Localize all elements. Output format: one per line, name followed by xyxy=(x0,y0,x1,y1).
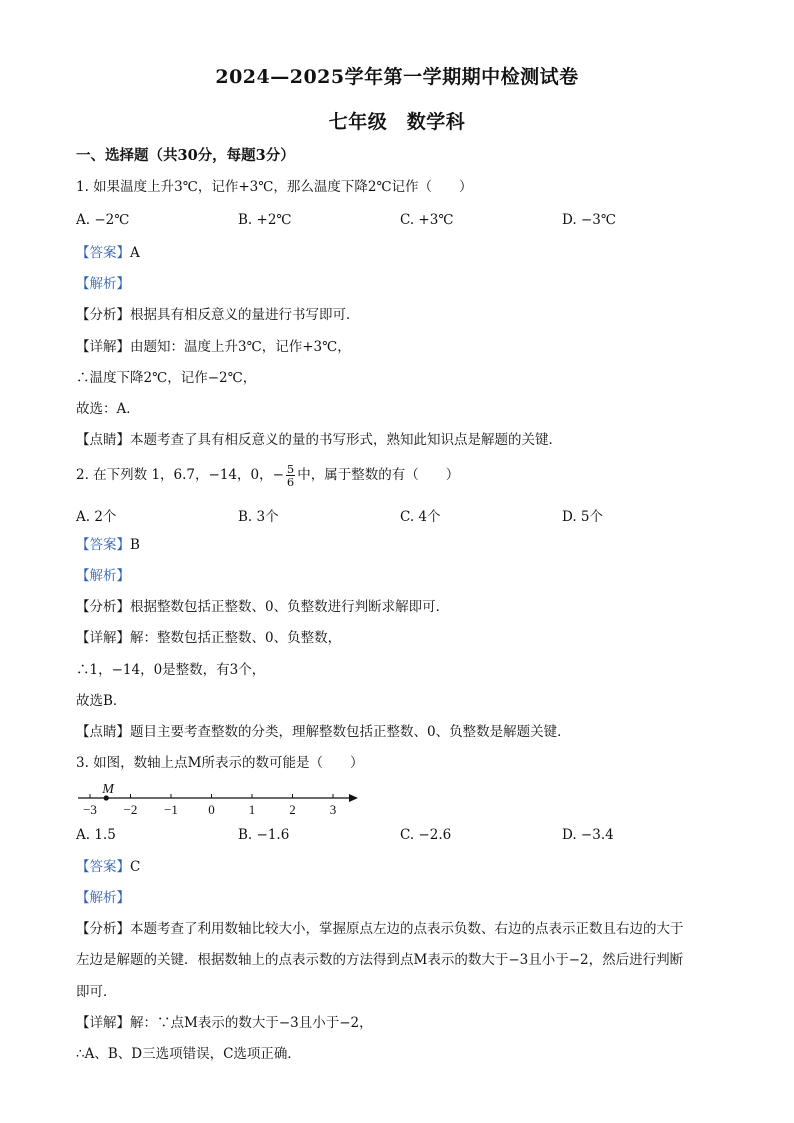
grade-subject: 七年级 数学科 xyxy=(328,111,466,133)
answer-label: 【答案】 xyxy=(76,859,130,875)
q3-option-b: B. −1.6 xyxy=(238,827,290,843)
q2-option-b: B. 3个 xyxy=(238,509,279,525)
fenxi-label: 【分析】 xyxy=(76,921,130,937)
tick-label: 3 xyxy=(329,802,337,817)
answer-label: 【答案】 xyxy=(76,245,130,261)
fraction-numerator: 5 xyxy=(286,462,295,476)
q1-fenxi xyxy=(76,306,360,324)
q2-fraction xyxy=(286,463,295,488)
xiangjie-text: 解：∵点M表示的数大于−3且小于−2， xyxy=(130,1015,373,1031)
q2-stem-before: 2. 在下列数 1，6.7，−14，0，− xyxy=(76,467,284,483)
q2-answer xyxy=(76,536,140,554)
q2-option-a: A. 2个 xyxy=(76,509,117,525)
fenxi-label: 【分析】 xyxy=(76,599,130,615)
xiangjie-text: 由题知：温度上升3℃，记作+3℃， xyxy=(130,339,351,355)
q3-option-a: A. 1.5 xyxy=(76,827,116,843)
analysis-label: 【解析】 xyxy=(76,890,130,906)
axis-arrow-icon xyxy=(349,794,358,802)
q3-fenxi-end: 即可． xyxy=(76,984,117,1000)
q1-answer xyxy=(76,244,140,262)
q1-option-d: D. −3℃ xyxy=(562,212,616,228)
number-line-figure xyxy=(76,784,366,824)
dianjing-text: 本题考查了具有相反意义的量的书写形式，熟知此知识点是解题的关键． xyxy=(130,432,562,448)
answer-value: A xyxy=(130,245,140,261)
xiangjie-label: 【详解】 xyxy=(76,339,130,355)
q2-option-c: C. 4个 xyxy=(400,509,441,525)
fenxi-text-1: 本题考查了利用数轴比较大小，掌握原点左边的点表示负数、右边的点表示正数且右边的大于 xyxy=(130,921,684,937)
q1-dianjing xyxy=(76,431,562,449)
q2-step2: ∴1，−14，0是整数，有3个， xyxy=(76,662,266,678)
q3-answer xyxy=(76,858,140,876)
q1-analysis-label xyxy=(76,275,130,293)
q2-step3: 故选B． xyxy=(76,693,127,709)
q1-stem: 1. 如果温度上升3℃，记作+3℃，那么温度下降2℃记作（ ） xyxy=(76,179,473,195)
analysis-label: 【解析】 xyxy=(76,276,130,292)
fenxi-label: 【分析】 xyxy=(76,307,130,323)
tick-label: 0 xyxy=(208,802,215,817)
section-heading: 一、选择题（共30分，每题3分） xyxy=(76,147,295,164)
tick-label: 2 xyxy=(289,802,296,817)
q2-analysis-label xyxy=(76,567,130,585)
point-m-label: M xyxy=(102,784,114,797)
analysis-label: 【解析】 xyxy=(76,568,130,584)
q1-step3: 故选：A． xyxy=(76,401,140,417)
q1-option-c: C. +3℃ xyxy=(400,212,454,228)
tick-label: −3 xyxy=(83,802,97,817)
q2-stem-after: 中，属于整数的有（ ） xyxy=(297,467,460,483)
q1-option-b: B. +2℃ xyxy=(238,212,292,228)
q2-dianjing xyxy=(76,723,571,741)
tick-label: −1 xyxy=(164,802,178,817)
tick-label: 1 xyxy=(248,802,256,817)
xiangjie-label: 【详解】 xyxy=(76,630,130,646)
fenxi-text: 根据整数包括正整数、0、负整数进行判断求解即可． xyxy=(130,599,450,615)
answer-value: B xyxy=(130,537,140,553)
q3-option-c: C. −2.6 xyxy=(400,827,452,843)
q3-stem: 3. 如图，数轴上点M所表示的数可能是（ ） xyxy=(76,755,364,771)
answer-label: 【答案】 xyxy=(76,537,130,553)
q2-fenxi xyxy=(76,598,449,616)
dianjing-text: 题目主要考查整数的分类，理解整数包括正整数、0、负整数是解题关键． xyxy=(130,724,571,740)
dianjing-label: 【点睛】 xyxy=(76,724,130,740)
fraction-denominator: 6 xyxy=(286,475,295,489)
q2-stem xyxy=(76,460,459,490)
q1-xiangjie xyxy=(76,338,351,356)
exam-title: 2024—2025学年第一学期期中检测试卷 xyxy=(215,66,579,88)
q3-step2: ∴A、B、D三选项错误，C选项正确． xyxy=(76,1046,301,1062)
q2-option-d: D. 5个 xyxy=(562,509,604,525)
q3-option-d: D. −3.4 xyxy=(562,827,614,843)
fenxi-text: 根据具有相反意义的量进行书写即可． xyxy=(130,307,360,323)
q3-fenxi xyxy=(76,920,684,938)
q3-analysis-label xyxy=(76,889,130,907)
q1-option-a: A. −2℃ xyxy=(76,212,130,228)
q3-fenxi-cont: 左边是解题的关键．根据数轴上的点表示数的方法得到点M表示的数大于−3且小于−2，然后进行判断 xyxy=(76,952,684,968)
q3-xiangjie xyxy=(76,1014,373,1032)
xiangjie-text: 解：整数包括正整数、0、负整数， xyxy=(130,630,342,646)
q2-xiangjie xyxy=(76,629,341,647)
tick-label: −2 xyxy=(123,802,138,817)
q1-step2: ∴温度下降2℃，记作−2℃， xyxy=(76,370,257,386)
dianjing-label: 【点睛】 xyxy=(76,432,130,448)
xiangjie-label: 【详解】 xyxy=(76,1015,130,1031)
answer-value: C xyxy=(130,859,141,875)
